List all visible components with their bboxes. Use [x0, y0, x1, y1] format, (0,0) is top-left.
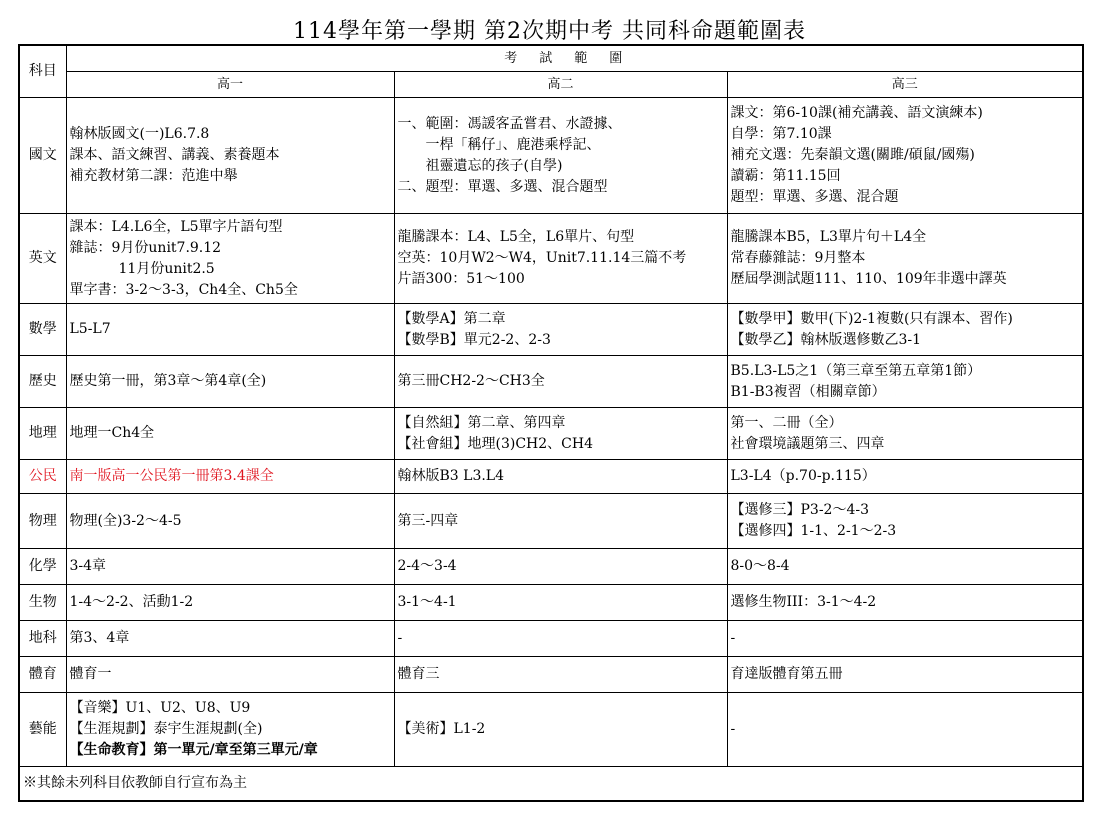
scope-cell-g3 — [727, 460, 1083, 494]
scope-cell-g2 — [394, 356, 727, 408]
scope-line: 第3、4章 — [69, 630, 130, 646]
scope-line: 【自然組】第二章、第四章 — [397, 414, 566, 431]
scope-line: 第一、二冊（全） — [730, 414, 843, 431]
scope-line: 地理一Ch4全 — [69, 425, 155, 441]
scope-cell-g3 — [727, 98, 1083, 214]
scope-line: 課本：L4.L6全，L5單字片語句型 — [69, 218, 283, 235]
scope-line: B5.L3-L5之1（第三章至第五章第1節） — [730, 362, 982, 379]
scope-line: 歷史第一冊，第3章～第4章(全) — [69, 373, 267, 389]
table-row — [19, 460, 1083, 494]
scope-cell-g1 — [66, 98, 394, 214]
scope-line: 選修生物III：3-1～4-2 — [730, 594, 877, 610]
scope-line: 片語300：51～100 — [397, 271, 525, 287]
scope-line: 補充文選：先秦韻文選(關雎/碩鼠/國殤) — [730, 147, 975, 163]
scope-line: 一桿「稱仔」、鹿港乘桴記、 — [425, 136, 601, 153]
subject-cell: 藝能 — [19, 693, 66, 767]
scope-line: - — [397, 630, 403, 646]
scope-line: 雜誌：9月份unit7.9.12 — [69, 239, 222, 256]
subject-cell: 化學 — [19, 549, 66, 585]
scope-line: L3-L4（p.70-p.115） — [730, 468, 876, 484]
scope-line: 【選修三】P3-2～4-3 — [730, 502, 870, 518]
scope-cell-g1 — [66, 657, 394, 693]
scope-line: 物理(全)3-2～4-5 — [69, 512, 182, 529]
subject-cell: 生物 — [19, 585, 66, 621]
scope-line: 【數學B】單元2-2、2-3 — [397, 331, 551, 348]
scope-line: 翰林版國文(一)L6.7.8 — [69, 126, 210, 142]
scope-cell-g3 — [727, 356, 1083, 408]
table-row — [19, 494, 1083, 549]
exam-scope-table — [18, 44, 1084, 802]
scope-cell-g3 — [727, 693, 1083, 767]
scope-cell-g3 — [727, 621, 1083, 657]
scope-line: - — [730, 630, 736, 646]
scope-line: 【音樂】U1、U2、U8、U9 — [69, 700, 251, 716]
scope-line: - — [730, 721, 736, 737]
scope-line: 【選修四】1-1、2-1～2-3 — [730, 523, 897, 539]
scope-cell-g3 — [727, 657, 1083, 693]
table-row — [19, 549, 1083, 585]
scope-line: 讀霸：第11.15回 — [730, 168, 841, 184]
table-row — [19, 657, 1083, 693]
subject-cell: 公民 — [19, 460, 66, 494]
scope-line: 【數學甲】數甲(下)2-1複數(只有課本、習作) — [730, 310, 1013, 327]
scope-cell-g1 — [66, 304, 394, 356]
scope-cell-g1 — [66, 214, 394, 304]
scope-cell-g2 — [394, 693, 727, 767]
scope-cell-g3 — [727, 304, 1083, 356]
scope-line: B1-B3複習（相關章節） — [730, 383, 886, 400]
table-row — [19, 693, 1083, 767]
page-title: 114學年第一學期 第2次期中考 共同科命題範圍表 — [293, 19, 806, 44]
scope-line: 題型：單選、多選、混合題 — [730, 189, 899, 205]
subject-cell: 地理 — [19, 408, 66, 460]
scope-cell-g2 — [394, 460, 727, 494]
scope-cell-g3 — [727, 549, 1083, 585]
scope-cell-g1 — [66, 585, 394, 621]
table-row — [19, 304, 1083, 356]
scope-line: 自學：第7.10課 — [730, 126, 832, 142]
table-row — [19, 408, 1083, 460]
scope-line: 8-0～8-4 — [730, 558, 790, 574]
grade-header-1: 高一 — [66, 72, 394, 98]
scope-line: 二、題型：單選、多選、混合題型 — [397, 178, 608, 195]
table-row — [19, 585, 1083, 621]
scope-cell-g2 — [394, 408, 727, 460]
scope-cell-g1 — [66, 494, 394, 549]
scope-cell-g1 — [66, 549, 394, 585]
scope-cell-g1 — [66, 356, 394, 408]
subject-cell: 體育 — [19, 657, 66, 693]
scope-line: 補充教材第二課：范進中舉 — [69, 168, 238, 184]
table-row — [19, 214, 1083, 304]
scope-line: 第三冊CH2-2～CH3全 — [397, 373, 545, 389]
scope-line: 龍騰課本B5，L3單片句＋L4全 — [730, 229, 927, 245]
scope-line: 3-4章 — [69, 558, 107, 574]
scope-cell-g1 — [66, 408, 394, 460]
scope-cell-g2 — [394, 304, 727, 356]
scope-line: 2-4～3-4 — [397, 558, 457, 574]
subject-cell: 歷史 — [19, 356, 66, 408]
scope-cell-g3 — [727, 214, 1083, 304]
subject-cell: 英文 — [19, 214, 66, 304]
scope-line: 體育三 — [397, 666, 440, 682]
scope-header: 考試範圍 — [66, 45, 1083, 72]
scope-line: 1-4～2-2、活動1-2 — [69, 594, 194, 610]
scope-line: 歷屆學測試題111、110、109年非選中譯英 — [730, 271, 1007, 287]
scope-cell-g1 — [66, 693, 394, 767]
table-row — [19, 621, 1083, 657]
scope-cell-g2 — [394, 98, 727, 214]
subject-cell: 物理 — [19, 494, 66, 549]
scope-line: 【數學A】第二章 — [397, 310, 506, 327]
scope-line: 南一版高一公民第一冊第3.4課全 — [69, 468, 274, 484]
subject-cell: 數學 — [19, 304, 66, 356]
subject-cell: 國文 — [19, 98, 66, 214]
scope-line: 11月份unit2.5 — [118, 260, 215, 277]
scope-line: 第三-四章 — [397, 512, 459, 529]
scope-line: 常春藤雜誌：9月整本 — [730, 250, 866, 266]
scope-cell-g2 — [394, 657, 727, 693]
table-row — [19, 98, 1083, 214]
scope-line: 【生命教育】第一單元/章至第三單元/章 — [69, 742, 318, 758]
grade-header-3: 高三 — [727, 72, 1083, 98]
scope-cell-g2 — [394, 494, 727, 549]
scope-cell-g3 — [727, 585, 1083, 621]
scope-line: 祖靈遺忘的孩子(自學) — [425, 157, 563, 174]
scope-line: 【社會組】地理(3)CH2、CH4 — [397, 435, 593, 452]
scope-line: 空英：10月W2～W4，Unit7.11.14三篇不考 — [397, 250, 687, 266]
scope-cell-g1 — [66, 621, 394, 657]
scope-cell-g1 — [66, 460, 394, 494]
subject-header: 科目 — [19, 45, 66, 98]
scope-line: 育達版體育第五冊 — [730, 666, 843, 682]
scope-line: 【美術】L1-2 — [397, 721, 486, 737]
footnote: ※其餘未列科目依教師自行宣布為主 — [19, 767, 1083, 801]
scope-line: 【生涯規劃】泰宇生涯規劃(全) — [69, 721, 263, 737]
table-row — [19, 356, 1083, 408]
scope-line: 課本、語文練習、講義、素養題本 — [69, 147, 280, 163]
scope-cell-g2 — [394, 214, 727, 304]
scope-line: 一、範圍：馮諼客孟嘗君、水證據、 — [397, 115, 622, 132]
scope-line: 【數學乙】翰林版選修數乙3-1 — [730, 331, 922, 348]
scope-line: 翰林版B3 L3.L4 — [397, 468, 505, 484]
scope-line: 3-1～4-1 — [397, 594, 457, 610]
scope-line: 龍騰課本：L4、L5全，L6單片、句型 — [397, 229, 635, 245]
subject-cell: 地科 — [19, 621, 66, 657]
scope-line: 單字書：3-2～3-3，Ch4全、Ch5全 — [69, 281, 298, 298]
scope-cell-g3 — [727, 408, 1083, 460]
table-row — [19, 767, 1083, 801]
scope-line: 體育一 — [69, 666, 112, 682]
scope-line: 課文：第6-10課(補充講義、語文演練本) — [730, 105, 983, 121]
scope-line: L5-L7 — [69, 321, 111, 337]
scope-cell-g2 — [394, 621, 727, 657]
scope-cell-g2 — [394, 585, 727, 621]
scope-cell-g3 — [727, 494, 1083, 549]
grade-header-2: 高二 — [394, 72, 727, 98]
scope-line: 社會環境議題第三、四章 — [730, 435, 885, 452]
scope-cell-g2 — [394, 549, 727, 585]
